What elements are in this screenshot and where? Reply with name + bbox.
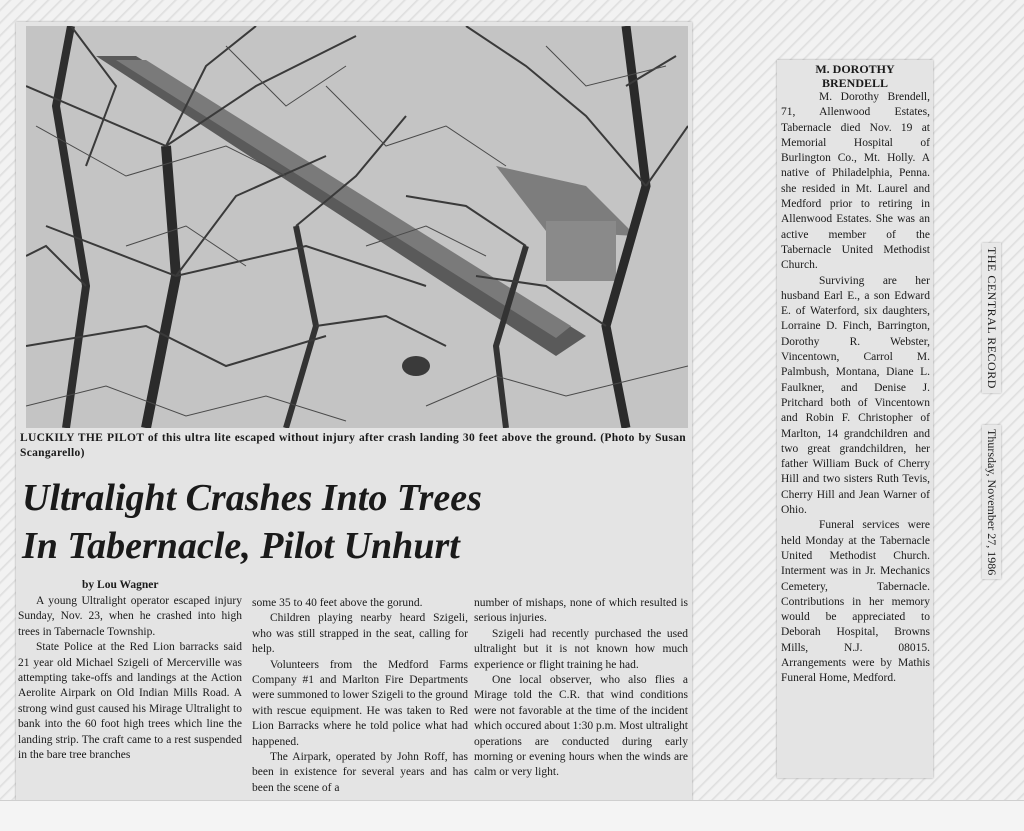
publication-name-label: THE CENTRAL RECORD — [982, 243, 1001, 393]
photo-caption: LUCKILY THE PILOT of this ultra lite escaped without injury after crash landing 30 feet above the ground. (Photo by Susan Scangarello) — [20, 432, 686, 459]
obituary-paragraph: Surviving are her husband Earl E., a son Edward E. of Waterford, six daughters, Lorraine D. Finch, Barrington, Dorothy R. Webster, Vincentown, Carrol M. Palmbush, Montana, Diane L. Faulkner, and Denise J. Pritchard both of Vincentown and Robin F. Christopher of Marlton, 14 grandchildren and two great grandchildren, her father William Buck of Cherry Hill and two sisters Ruth Tevis, Cherry Hill and Jean Warner of Ohio. — [781, 274, 930, 517]
publication-date-label: Thursday, November 27, 1986 — [982, 425, 1001, 579]
obituary-title — [777, 62, 933, 90]
scrapbook-binder-edge — [0, 800, 1024, 831]
article-paragraph: some 35 to 40 feet above the gorund. — [252, 597, 423, 609]
article-paragraph: State Police at the Red Lion barracks said 21 year old Michael Szigeli of Mercerville was attempting take-offs and landings at the Action Aerolite Airpark on Old Indian Mills Road. A strong wind gust caused his Mirage Ultralight to bank into the 60 foot high trees which line the landing strip. The craft came to a rest suspended in the bare tree branches — [18, 641, 242, 762]
obituary-paragraph: Funeral services were held Monday at the Tabernacle United Methodist Church. Interment was in Jr. Mechanics Cemetery, Tabernacle. Contributions in her memory would be appreciated to Deborah Hospital, Browns Mills, N.J. 08015. Arrangements were by Mathis Funeral Home, Medford. — [781, 519, 930, 685]
obituary-title-line-1: M. DOROTHY — [815, 62, 895, 76]
obituary-clipping — [777, 60, 933, 778]
crash-photo — [26, 26, 688, 428]
headline — [22, 474, 682, 570]
article-paragraph: Volunteers from the Medford Farms Company #1 and Marlton Fire Departments were summoned to lower Szigeli to the ground with rescue equipment. He was taken to Red Lion Barracks where he told police what had happened. — [252, 658, 468, 748]
headline-line-1: Ultralight Crashes Into Trees — [22, 477, 482, 519]
article-paragraph: Szigeli had recently purchased the used ultralight but it is not known how much experience or flight training he had. — [474, 627, 688, 671]
obituary-paragraph: M. Dorothy Brendell, 71, Allenwood Estates, Tabernacle died Nov. 19 at Memorial Hospital of Burlington Co., Mt. Holly. A native of Philadelphia, Penna. she resided in Mt. Laurel and Medford prior to retiring in Allenwood Estates. She was an active member of the Tabernacle United Methodist Church. — [781, 91, 930, 272]
article-column-2 — [252, 596, 468, 796]
ultralight-in-trees-image — [26, 26, 688, 428]
article-paragraph: One local observer, who also flies a Mirage told the C.R. that wind conditions were not favorable at the time of the incident which occured about 1:30 p.m. Most ultralight operations are conducted during early morning or evening hours when the winds are calm or very light. — [474, 674, 688, 779]
article-clipping — [16, 22, 692, 812]
article-paragraph: The Airpark, operated by John Roff, has been in existence for several years and has been the scene of a — [252, 751, 468, 794]
article-paragraph: Children playing nearby heard Szigeli, who was still strapped in the seat, calling for help. — [252, 612, 468, 656]
headline-line-2: In Tabernacle, Pilot Unhurt — [22, 525, 460, 567]
article-column-1 — [18, 594, 242, 763]
article-paragraph: number of mishaps, none of which resulted is serious injuries. — [474, 597, 688, 625]
byline: by Lou Wagner — [82, 579, 159, 591]
article-paragraph: A young Ultralight operator escaped injury Sunday, Nov. 23, when he crashed into high trees in Tabernacle Township. — [18, 595, 242, 638]
obituary-body — [777, 90, 933, 687]
obituary-title-line-2: BRENDELL — [821, 76, 889, 90]
article-column-3 — [474, 596, 688, 781]
